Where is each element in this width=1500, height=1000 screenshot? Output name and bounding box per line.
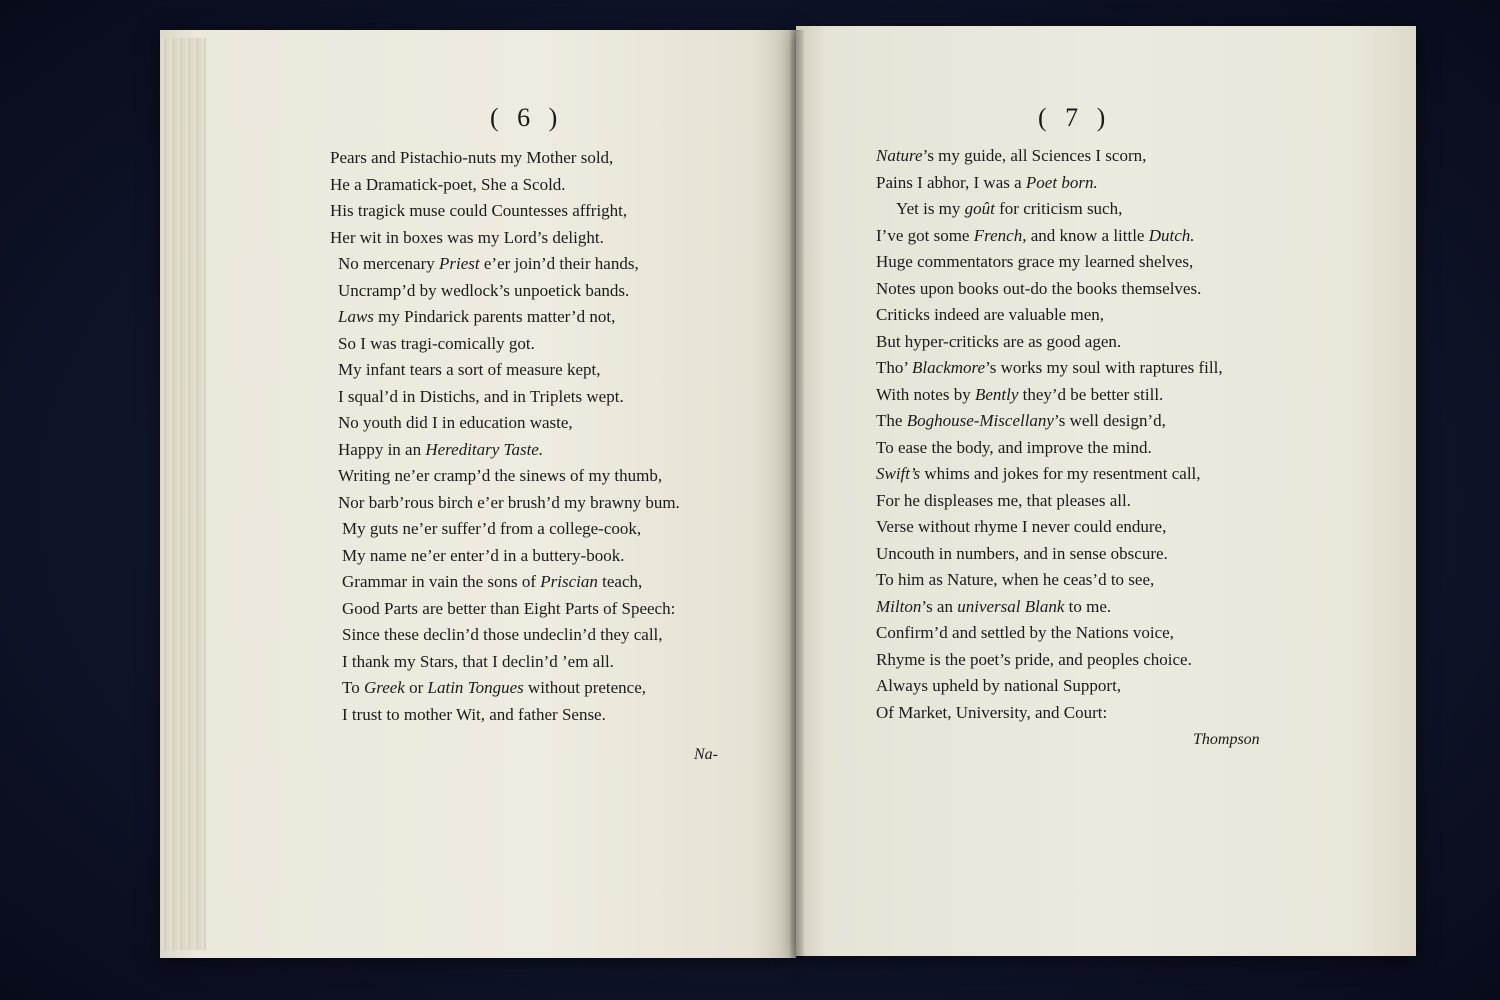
roman-text: Good Parts are better than Eight Parts of Speech: xyxy=(342,598,676,618)
verse-line xyxy=(876,673,1223,700)
roman-text: , and know a little xyxy=(1022,225,1149,245)
roman-text: Notes upon books out-do the books themselves. xyxy=(876,278,1202,298)
roman-text: Confirm’d and settled by the Nations voice, xyxy=(876,623,1174,642)
roman-text: Pains I abhor, I was a xyxy=(876,172,1026,192)
roman-text: Grammar in vain the sons of xyxy=(342,572,541,591)
left-page-number: ( 6 ) xyxy=(490,103,564,132)
roman-text: Of Market, University, and Court: xyxy=(876,702,1108,722)
verse-line xyxy=(876,302,1223,329)
verse-line xyxy=(330,145,680,172)
roman-text: To ease the body, and improve the mind. xyxy=(876,437,1152,457)
verse-line xyxy=(330,172,680,199)
roman-text: Criticks indeed are valuable men, xyxy=(876,305,1104,324)
italic-text: Dutch. xyxy=(1148,225,1195,245)
roman-text: I’ve got some xyxy=(876,225,974,245)
verse-line xyxy=(330,649,680,676)
roman-text: To xyxy=(342,678,364,697)
italic-text: Priscian xyxy=(540,572,598,591)
verse-line xyxy=(876,143,1223,170)
italic-text: Nature xyxy=(876,146,923,165)
roman-text: No youth did I in education waste, xyxy=(338,413,573,432)
italic-text: Priest xyxy=(439,254,480,273)
roman-text: whims and jokes for my resentment call, xyxy=(920,464,1201,483)
verse-line xyxy=(330,278,680,305)
roman-text: e’er join’d their hands, xyxy=(479,254,639,273)
italic-text: Boghouse-Miscellany xyxy=(906,411,1054,430)
roman-text: Always upheld by national Support, xyxy=(876,676,1122,695)
verse-line xyxy=(876,382,1223,409)
right-page-number: ( 7 ) xyxy=(1038,103,1112,132)
roman-text: Rhyme is the poet’s pride, and peoples choice. xyxy=(876,649,1192,669)
roman-text: He a Dramatick-poet, She a Scold. xyxy=(330,174,566,194)
roman-text: But hyper-criticks are as good agen. xyxy=(876,331,1122,351)
roman-text: Uncouth in numbers, and in sense obscure. xyxy=(876,543,1168,563)
verse-line xyxy=(876,435,1223,462)
roman-text: Huge commentators grace my learned shelves, xyxy=(876,252,1194,271)
italic-text: goût xyxy=(964,199,995,218)
left-verse-lines xyxy=(330,145,680,728)
roman-text: I thank my Stars, that I declin’d ’em all. xyxy=(342,651,614,671)
roman-text: Verse without rhyme I never could endure, xyxy=(876,517,1167,536)
verse-line xyxy=(330,702,680,729)
italic-text: Hereditary Taste. xyxy=(425,439,544,459)
roman-text: ’s an xyxy=(921,596,958,616)
roman-text: Since these declin’d those undeclin’d they call, xyxy=(342,625,663,644)
italic-text: Poet born. xyxy=(1025,172,1098,192)
verse-line xyxy=(330,622,680,649)
roman-text: Happy in an xyxy=(338,439,426,459)
italic-text: Latin Tongues xyxy=(427,678,524,697)
roman-text: teach, xyxy=(597,572,643,591)
italic-text: Blackmore xyxy=(912,358,986,377)
roman-text: Uncramp’d by wedlock’s unpoetick bands. xyxy=(338,280,630,300)
verse-line xyxy=(876,249,1223,276)
roman-text: My guts ne’er suffer’d from a college-cook, xyxy=(342,519,642,538)
verse-line xyxy=(876,594,1223,621)
roman-text: With notes by xyxy=(876,384,975,404)
verse-line xyxy=(876,647,1223,674)
verse-line xyxy=(876,488,1223,515)
roman-text: to me. xyxy=(1064,596,1112,616)
roman-text: For he displeases me, that pleases all. xyxy=(876,490,1131,510)
left-catchword: Na- xyxy=(694,746,718,763)
book-gutter xyxy=(790,30,804,958)
right-catchword: Thompson xyxy=(1193,731,1260,748)
roman-text: My infant tears a sort of measure kept, xyxy=(338,360,601,379)
roman-text: My name ne’er enter’d in a buttery-book. xyxy=(342,545,625,565)
verse-line xyxy=(876,620,1223,647)
verse-line xyxy=(330,410,680,437)
verse-line xyxy=(876,276,1223,303)
verse-line xyxy=(330,675,680,702)
roman-text: Writing ne’er cramp’d the sinews of my thumb, xyxy=(338,466,663,485)
roman-text: ’s my guide, all Sciences I scorn, xyxy=(922,146,1147,165)
verse-line xyxy=(876,541,1223,568)
verse-line xyxy=(876,408,1223,435)
right-verse-lines xyxy=(876,143,1223,726)
verse-line xyxy=(330,304,680,331)
roman-text: Her wit in boxes was my Lord’s delight. xyxy=(330,227,604,247)
verse-line xyxy=(330,251,680,278)
italic-text: Bently xyxy=(974,384,1019,404)
verse-line xyxy=(330,516,680,543)
verse-line xyxy=(330,569,680,596)
verse-line xyxy=(330,437,680,464)
verse-line xyxy=(330,357,680,384)
roman-text: Tho’ xyxy=(876,358,913,377)
verse-line xyxy=(876,170,1223,197)
verse-line xyxy=(330,490,680,517)
roman-text: I trust to mother Wit, and father Sense. xyxy=(342,704,606,724)
verse-line xyxy=(330,331,680,358)
verse-line xyxy=(330,225,680,252)
verse-line xyxy=(876,329,1223,356)
roman-text: No mercenary xyxy=(338,254,440,273)
roman-text: So I was tragi-comically got. xyxy=(338,333,535,353)
italic-text: Milton xyxy=(876,596,922,616)
verse-line xyxy=(876,196,1223,223)
italic-text: Swift’s xyxy=(876,464,921,483)
roman-text: for criticism such, xyxy=(994,199,1123,218)
roman-text: His tragick muse could Countesses affright, xyxy=(330,201,628,220)
roman-text: Pears and Pistachio-nuts my Mother sold, xyxy=(330,148,614,167)
verse-line xyxy=(876,700,1223,727)
roman-text: or xyxy=(404,678,428,697)
verse-line xyxy=(876,223,1223,250)
roman-text: my Pindarick parents matter’d not, xyxy=(373,307,616,326)
verse-line xyxy=(876,567,1223,594)
roman-text: I squal’d in Distichs, and in Triplets wept. xyxy=(338,386,624,406)
roman-text: The xyxy=(876,411,907,430)
roman-text: without pretence, xyxy=(523,678,647,697)
italic-text: Laws xyxy=(338,307,374,326)
verse-line xyxy=(330,198,680,225)
verse-line xyxy=(330,543,680,570)
roman-text: To him as Nature, when he ceas’d to see, xyxy=(876,570,1155,589)
italic-text: Greek xyxy=(363,678,405,697)
verse-line xyxy=(330,384,680,411)
verse-line xyxy=(876,514,1223,541)
verse-line xyxy=(876,355,1223,382)
roman-text: ’s works my soul with raptures fill, xyxy=(985,358,1223,377)
roman-text: Yet is my xyxy=(896,199,965,218)
verse-line xyxy=(876,461,1223,488)
verse-line xyxy=(330,463,680,490)
italic-text: universal Blank xyxy=(957,596,1065,616)
roman-text: ’s well design’d, xyxy=(1053,411,1166,430)
italic-text: French xyxy=(973,225,1023,245)
roman-text: they’d be better still. xyxy=(1018,384,1164,404)
roman-text: Nor barb’rous birch e’er brush’d my brawny bum. xyxy=(338,492,680,512)
verse-line xyxy=(330,596,680,623)
